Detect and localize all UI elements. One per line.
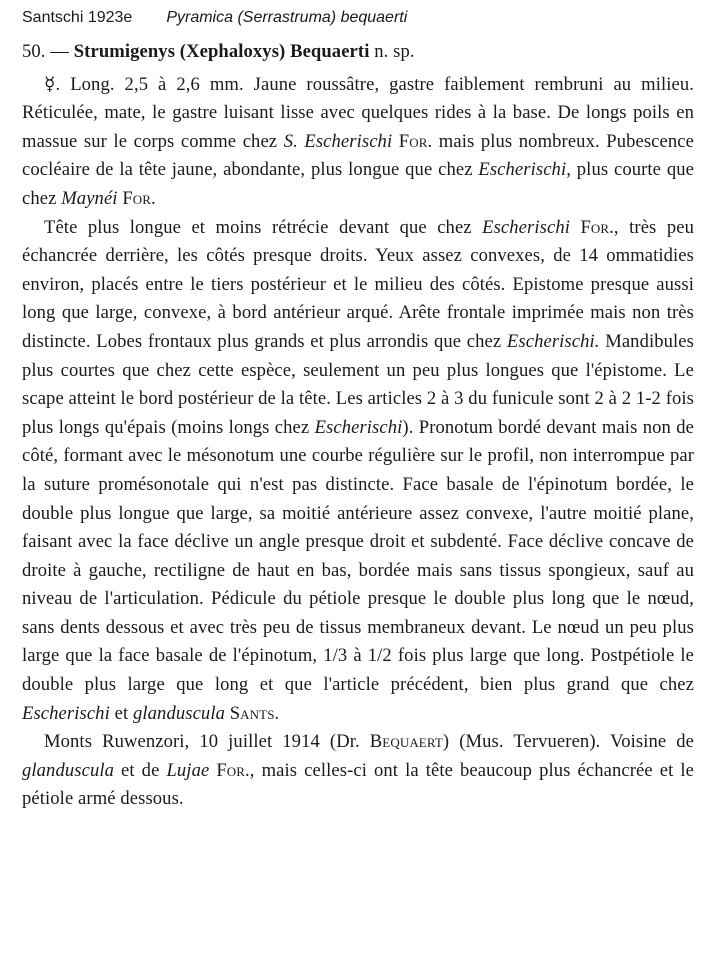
species-title xyxy=(22,38,694,67)
header-author-year: Santschi 1923e xyxy=(22,9,133,26)
taxon-ref: Escherischi, xyxy=(478,159,571,181)
page-header xyxy=(22,8,407,28)
article-body xyxy=(22,38,694,814)
author-abbrev: For., xyxy=(209,759,255,781)
species-name: Strumigenys (Xephaloxys) Bequaerti xyxy=(73,41,370,62)
text-run: Monts Ruwenzori, 10 juillet 1914 (Dr. xyxy=(44,731,370,753)
taxon-ref: Maynéi xyxy=(61,187,118,209)
description-paragraph-2 xyxy=(22,214,694,729)
text-run: mais plus nombreux. Pubescence cocléaire de la tête jaune, abondante, plus longue que chez xyxy=(22,130,694,181)
text-run: ☿. Long. 2,5 à 2,6 mm. Jaune roussâtre, gastre faiblement rembruni au milieu. Réticulée, mate, le gastre luisant lisse avec quelques rides à la base. De longs poils en massue sur le corps comme chez xyxy=(22,73,694,152)
text-run: Mandibules plus courtes que chez cette espèce, seulement un peu plus longues que l'épistome. Le scape atteint le bord postérieur de la tête. Les articles 2 à 3 du funicule sont 2 à 2 1-2 fois plus longs qu'épais (moins longs chez xyxy=(22,330,694,438)
text-run: plus courte que chez xyxy=(22,159,694,209)
text-run: et xyxy=(109,702,133,724)
species-number: 50. — xyxy=(22,41,69,62)
text-run: mais celles-ci ont la tête beaucoup plus échancrée et le pétiole armé dessous. xyxy=(22,759,694,810)
taxon-ref: glanduscula xyxy=(22,759,114,781)
collector-name: Bequaert xyxy=(369,731,443,753)
author-abbrev: For., xyxy=(570,216,619,238)
text-run: très peu échancrée derrière, les côtés presque droits. Yeux assez convexes, de 14 ommatidies environ, placés entre le tiers postérieur et le milieu des côtés. Epistome presque aussi long que large, convexe, à bord antérieur arqué. Arête frontale imprimée mais non très distincte. Lobes frontaux plus grands et plus arrondis que chez xyxy=(22,216,695,352)
taxon-ref: Escherischi. xyxy=(506,330,600,352)
taxon-ref: glanduscula xyxy=(132,702,225,724)
taxon-ref: Escherischi xyxy=(314,416,403,438)
species-status: n. sp. xyxy=(374,41,415,62)
locality-paragraph xyxy=(22,728,694,814)
taxon-ref: S. Escherischi xyxy=(283,130,393,152)
text-run: Tête plus longue et moins rétrécie devant que chez xyxy=(44,216,483,238)
taxon-ref: Escherischi xyxy=(482,216,570,238)
description-paragraph-1 xyxy=(22,71,694,214)
author-abbrev: For. xyxy=(117,187,156,209)
taxon-ref: Escherischi xyxy=(22,702,110,724)
taxon-ref: Lujae xyxy=(166,759,210,781)
text-run: ). Pronotum bordé devant mais non de côté, formant avec le mésonotum une courbe régulière sur le profil, non interrompue par la suture promésonotale qui n'est pas distincte. Face basale de l'épinotum bordée, le double plus longue que large, sa moitié antérieure assez convexe, l'autre moitié plane, faisant avec la face déclive un angle presque droit et subdenté. Face déclive concave de droite à gauche, rectiligne de haut en bas, bordée mais sans tissus spongieux, sauf au niveau de l'articulation. Pédicule du pétiole presque le double plus long que le nœud, sans dents dessous et avec très peu de tissus membraneux devant. Le nœud un peu plus large que la face basale de l'épinotum, 1/3 à 1/2 fois plus large que long. Postpétiole le double plus large que long et que l'article précédent, bien plus grand que chez xyxy=(22,416,694,696)
text-run: et de xyxy=(114,759,167,781)
author-abbrev: For. xyxy=(392,130,433,152)
text-run: ) (Mus. Tervueren). Voisine de xyxy=(442,731,694,753)
header-taxon-name: Pyramica (Serrastruma) bequaerti xyxy=(166,9,408,26)
author-abbrev: Sants. xyxy=(224,702,280,724)
